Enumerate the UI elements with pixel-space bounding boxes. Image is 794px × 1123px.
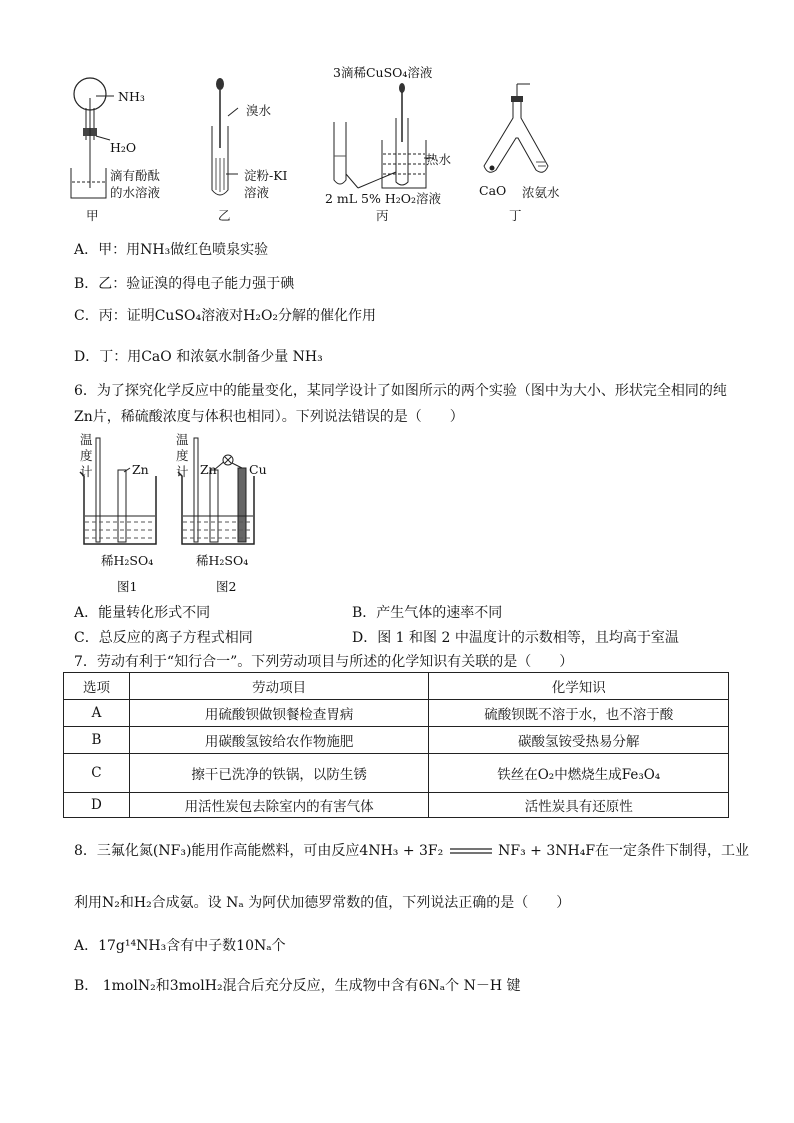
label-cuso4-drops: 3滴稀CuSO₄溶液 [333,65,433,80]
label-phenolphthalein-2: 的水溶液 [110,185,161,200]
q6-option-d: D．图 1 和图 2 中温度计的示数相等，且均高于室温 [352,630,679,646]
q5-option-d: D．丁：用CaO 和浓氨水制备少量 NH₃ [74,349,323,365]
fig1-label-wen: 温 [80,432,93,447]
fig1-label-acid: 稀H₂SO₄ [101,553,154,568]
label-starch-ki-1: 淀粉-KI [244,168,288,183]
figure-1-beaker [74,430,174,550]
cell-knowledge: 铁丝在O₂中燃烧生成Fe₃O₄ [429,754,729,793]
label-h2o2-solution: 2 mL 5% H₂O₂溶液 [325,191,442,206]
fig2-label-wen: 温 [176,432,189,447]
q8-stem-part1: 8．三氟化氮(NF₃)能用作高能燃料，可由反应4NH₃ + 3F₂ [74,843,444,859]
q7-stem: 7．劳动有利于“知行合一”。下列劳动项目与所述的化学知识有关联的是（ ） [74,654,574,670]
table-row [64,727,729,754]
cell-option: D [64,793,130,818]
cell-option: A [64,700,130,727]
figure-ding-ytube [478,82,558,182]
header-option: 选项 [64,673,130,700]
fig1-label-ji: 计 [80,464,93,479]
cell-knowledge: 碳酸氢铵受热易分解 [429,727,729,754]
fig1-label-du: 度 [80,448,93,463]
q6-stem-line2: Zn片，稀硫酸浓度与体积也相同）。下列说法错误的是（ ） [74,409,464,425]
caption-yi: 乙 [218,208,231,223]
q5-option-b: B．乙：验证溴的得电子能力强于碘 [74,276,295,292]
cell-labor: 用碳酸氢铵给农作物施肥 [129,727,429,754]
fig2-label-acid: 稀H₂SO₄ [196,553,249,568]
q8-option-a: A．17g¹⁴NH₃含有中子数10Nₐ个 [74,938,286,954]
cell-option: C [64,754,130,793]
caption-ding: 丁 [509,208,522,223]
caption-jia: 甲 [86,208,99,223]
q6-stem-line1: 6．为了探究化学反应中的能量变化，某同学设计了如图所示的两个实验（图中为大小、形状完全相同的纯 [74,383,727,399]
fig2-caption: 图2 [216,579,237,594]
fig2-label-ji: 计 [176,464,189,479]
fig2-label-cu: Cu [249,462,267,477]
label-phenolphthalein-1: 滴有酚酞 [110,168,161,183]
q8-stem-part2: NF₃ + 3NH₄F在一定条件下制得，工业 [498,843,750,859]
header-labor-item: 劳动项目 [129,673,429,700]
figure-2-beaker [172,430,272,550]
header-chem-knowledge: 化学知识 [429,673,729,700]
label-h2o: H₂O [110,140,137,155]
figure-bing-catalysis [330,84,440,194]
label-cao: CaO [479,183,507,198]
cell-labor: 擦干已洗净的铁锅，以防生锈 [129,754,429,793]
table-row [64,700,729,727]
q6-option-c: C．总反应的离子方程式相同 [74,630,253,646]
caption-bing: 丙 [376,208,389,223]
q8-option-b: B． 1molN₂和3molH₂混合后充分反应，生成物中含有6Nₐ个 N－H 键 [74,978,521,994]
cell-option: B [64,727,130,754]
q8-stem-line1 [74,840,749,860]
equals-sign [448,846,494,856]
label-bromine-water: 溴水 [246,103,272,118]
table-header-row [64,673,729,700]
figure-yi-testtube [206,78,246,203]
q5-option-a: A．甲：用NH₃做红色喷泉实验 [74,242,269,258]
q6-option-a: A．能量转化形式不同 [74,605,211,621]
fig2-label-du: 度 [176,448,189,463]
cell-labor: 用硫酸钡做钡餐检查胃病 [129,700,429,727]
q7-table [63,672,729,818]
cell-labor: 用活性炭包去除室内的有害气体 [129,793,429,818]
label-conc-ammonia: 浓氨水 [522,185,560,200]
fig1-label-zn: Zn [132,462,149,477]
label-nh3: NH₃ [118,89,145,104]
q8-stem-line2: 利用N₂和H₂合成氨。设 Nₐ 为阿伏加德罗常数的值，下列说法正确的是（ ） [74,895,571,911]
cell-knowledge: 硫酸钡既不溶于水，也不溶于酸 [429,700,729,727]
fig1-caption: 图1 [117,579,138,594]
cell-knowledge: 活性炭具有还原性 [429,793,729,818]
label-starch-ki-2: 溶液 [244,185,270,200]
label-hot-water: 热水 [426,152,452,167]
fig2-label-zn: Zn [200,462,217,477]
table-row [64,793,729,818]
table-row [64,754,729,793]
q5-option-c: C．丙：证明CuSO₄溶液对H₂O₂分解的催化作用 [74,308,377,324]
q6-option-b: B．产生气体的速率不同 [352,605,503,621]
